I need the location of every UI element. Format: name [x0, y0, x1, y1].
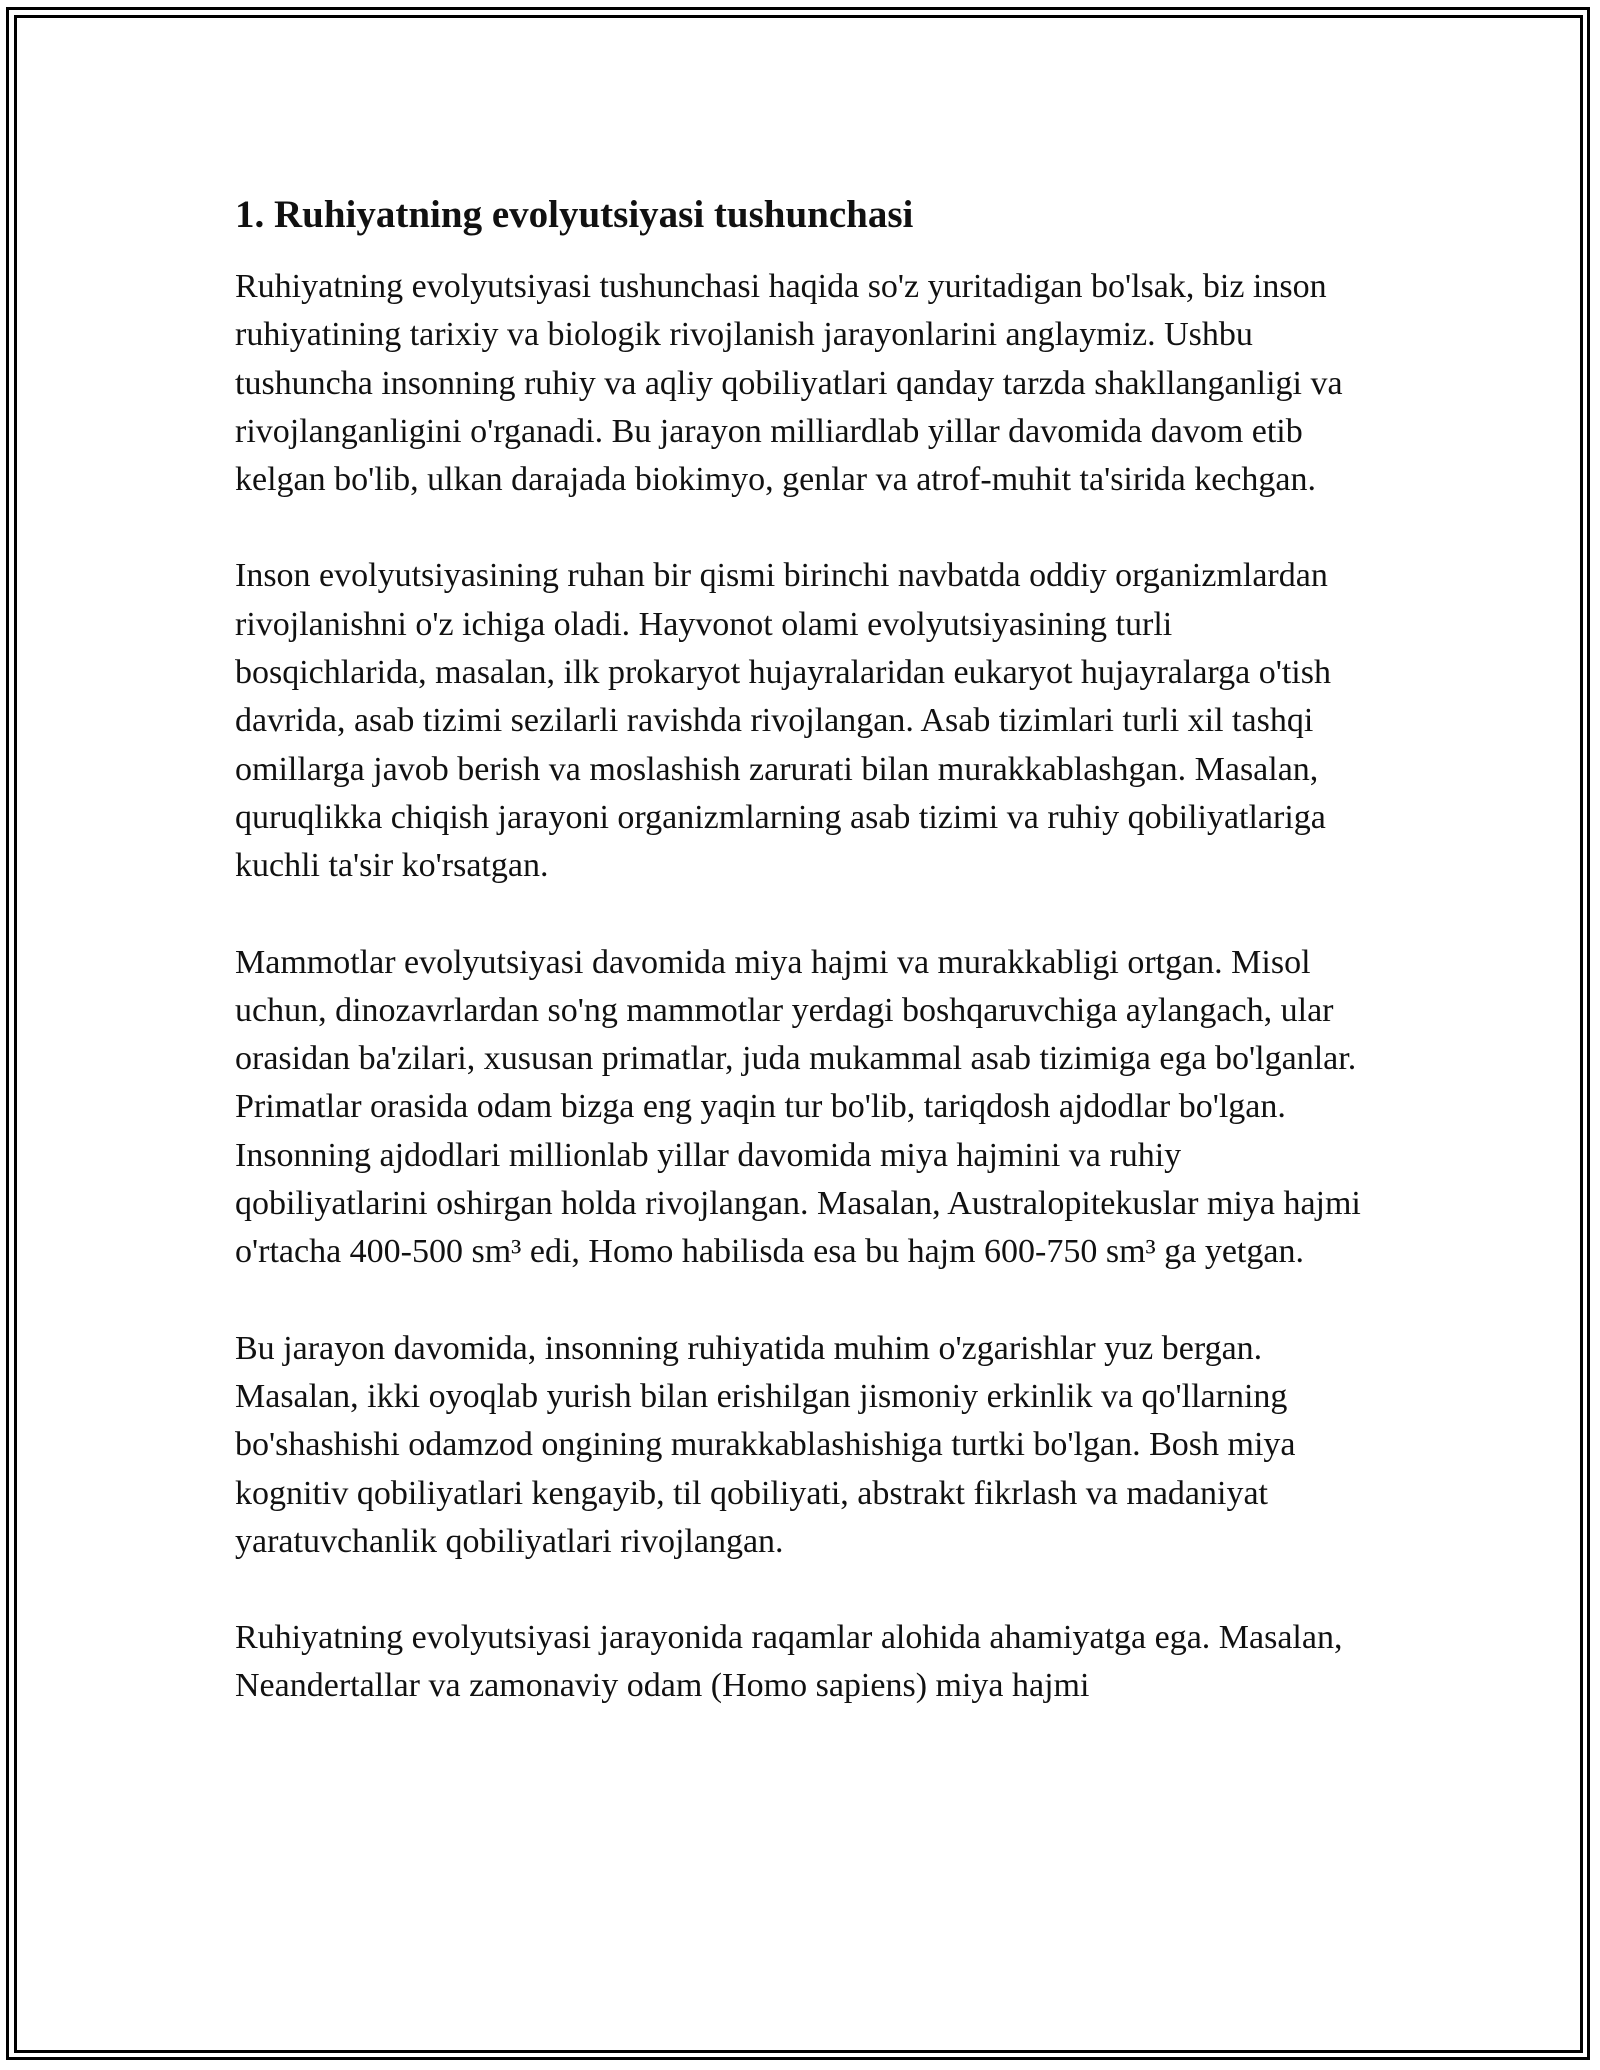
- paragraph-4: Bu jarayon davomida, insonning ruhiyatida muhim o'zgarishlar yuz bergan. Masalan, ikki oyoqlab yurish bilan erishilgan jismoniy erkinlik va qo'llarning bo'shashishi odamzod ongining murakkablashishiga turtki bo'lgan. Bosh miya kognitiv qobiliyatlari kengayib, til qobiliyati, abstrakt fikrlash va madaniyat yaratuvchanlik qobiliyatlari rivojlangan.: [235, 1329, 1296, 1560]
- paragraph-5: Ruhiyatning evolyutsiyasi jarayonida raqamlar alohida ahamiyatga ega. Masalan, Neandertallar va zamonaviy odam (Homo sapiens) miya hajmi: [235, 1619, 1343, 1705]
- section-heading: 1. Ruhiyatning evolyutsiyasi tushunchasi: [235, 193, 914, 236]
- document-body: [235, 187, 1365, 1759]
- paragraph-2: Inson evolyutsiyasining ruhan bir qismi birinchi navbatda oddiy organizmlardan rivojlanishni o'z ichiga oladi. Hayvonot olami evolyutsiyasining turli bosqichlarida, masalan, ilk prokaryot hujayralaridan eukaryot hujayralarga o'tish davrida, asab tizimi sezilarli ravishda rivojlangan. Asab tizimlari turli xil tashqi omillarga javob berish va moslashish zarurati bilan murakkablashgan. Masalan, quruqlikka chiqish jarayoni organizmlarning asab tizimi va ruhiy qobiliyatlariga kuchli ta'sir ko'rsatgan.: [235, 557, 1331, 885]
- paragraph-1: Ruhiyatning evolyutsiyasi tushunchasi haqida so'z yuritadigan bo'lsak, biz inson ruhiyatining tarixiy va biologik rivojlanish jarayonlarini anglaymiz. Ushbu tushuncha insonning ruhiy va aqliy qobiliyatlari qanday tarzda shakllanganligi va rivojlanganligini o'rganadi. Bu jarayon milliardlab yillar davomida davom etib kelgan bo'lib, ulkan darajada biokimyo, genlar va atrof-muhit ta'sirida kechgan.: [235, 268, 1343, 499]
- paragraph-3: Mammotlar evolyutsiyasi davomida miya hajmi va murakkabligi ortgan. Misol uchun, dinozavrlardan so'ng mammotlar yerdagi boshqaruvchiga aylangach, ular orasidan ba'zilari, xususan primatlar, juda mukammal asab tizimiga ega bo'lganlar. Primatlar orasida odam bizga eng yaqin tur bo'lib, tariqdosh ajdodlar bo'lgan. Insonning ajdodlari millionlab yillar davomida miya hajmini va ruhiy qobiliyatlarini oshirgan holda rivojlangan. Masalan, Australopitekuslar miya hajmi o'rtacha 400-500 sm³ edi, Homo habilisda esa bu hajm 600-750 sm³ ga yetgan.: [235, 943, 1361, 1271]
